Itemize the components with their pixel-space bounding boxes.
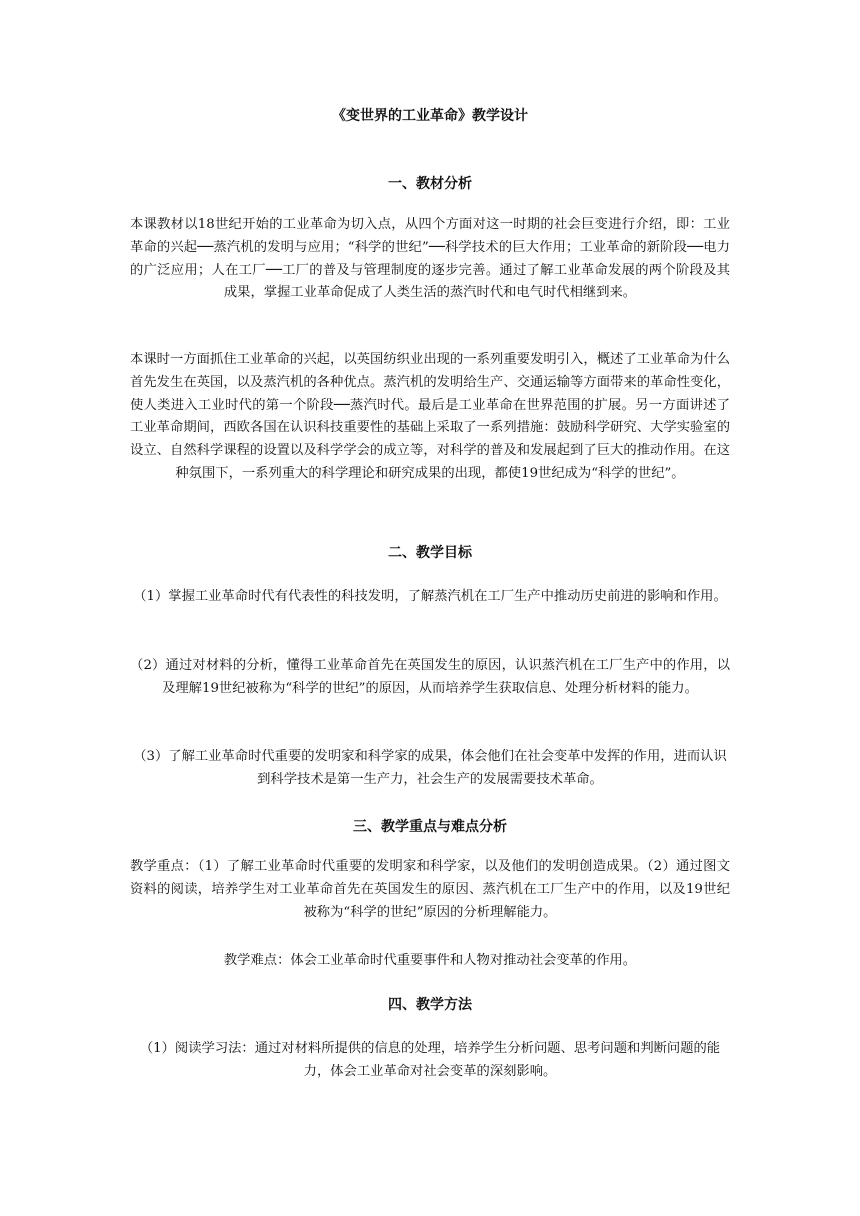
paragraph-difficult-points: 教学难点：体会工业革命时代重要事件和人物对推动社会变革的作用。 [223, 953, 637, 968]
paragraph-textbook-analysis-2: 本课时一方面抓住工业革命的兴起，以英国纺织业出现的一系列重要发明引入，概述了工业革命为什么首先发生在英国，以及蒸汽机的各种优点。蒸汽机的发明给生产、交通运输等方面带来的革命性变化，使人类进入工业时代的第一个阶段──蒸汽时代。最后是工业革命在世界范围的扩展。另一方面讲述了工业革命期间，西欧各国在认识科技重要性的基础上采取了一系列措施：鼓励科学研究、大学实验室的设立、自然科学课程的设置以及科学学会的成立等，对科学的普及和发展起到了巨大的推动作用。在这种氛围下，一系列重大的科学理论和研究成果的出现，都使19世纪成为“科学的世纪”。 [130, 352, 730, 481]
paragraph-teaching-method-1: （1）阅读学习法：通过对材料所提供的信息的处理，培养学生分析问题、思考问题和判断问题的能力，体会工业革命对社会变革的深刻影响。 [139, 1041, 721, 1079]
paragraph-teaching-goal-2: （2）通过对材料的分析，懂得工业革命首先在英国发生的原因，认识蒸汽机在工厂生产中的作用，以及理解19世纪被称为“科学的世纪”的原因，从而培养学生获取信息、处理分析材料的能力。 [130, 658, 730, 696]
paragraph-teaching-goal-3: （3）了解工业革命时代重要的发明家和科学家的成果，体会他们在社会变革中发挥的作用，进而认识到科学技术是第一生产力，社会生产的发展需要技术革命。 [133, 749, 727, 787]
document-title: 《变世界的工业革命》教学设计 [332, 108, 528, 124]
section-heading-textbook-analysis: 一、教材分析 [388, 176, 472, 192]
paragraph-teaching-goal-1: （1）掌握工业革命时代有代表性的科技发明，了解蒸汽机在工厂生产中推动历史前进的影响和作用。 [133, 589, 727, 604]
paragraph-key-points: 教学重点：（1）了解工业革命时代重要的发明家和科学家，以及他们的发明创造成果。（2）通过图文资料的阅读，培养学生对工业革命首先在英国发生的原因、蒸汽机在工厂生产中的作用，以及19世纪被称为“科学的世纪”原因的分析理解能力。 [130, 859, 730, 920]
section-heading-key-points: 三、教学重点与难点分析 [353, 819, 507, 835]
section-heading-teaching-goals: 二、教学目标 [388, 545, 472, 561]
section-heading-teaching-methods: 四、教学方法 [388, 997, 472, 1013]
paragraph-textbook-analysis-1: 本课教材以18世纪开始的工业革命为切入点，从四个方面对这一时期的社会巨变进行介绍，即：工业革命的兴起──蒸汽机的发明与应用；“科学的世纪”──科学技术的巨大作用；工业革命的新阶段──电力的广泛应用；人在工厂──工厂的普及与管理制度的逐步完善。通过了解工业革命发展的两个阶段及其成果，掌握工业革命促成了人类生活的蒸汽时代和电气时代相继到来。 [130, 217, 730, 301]
